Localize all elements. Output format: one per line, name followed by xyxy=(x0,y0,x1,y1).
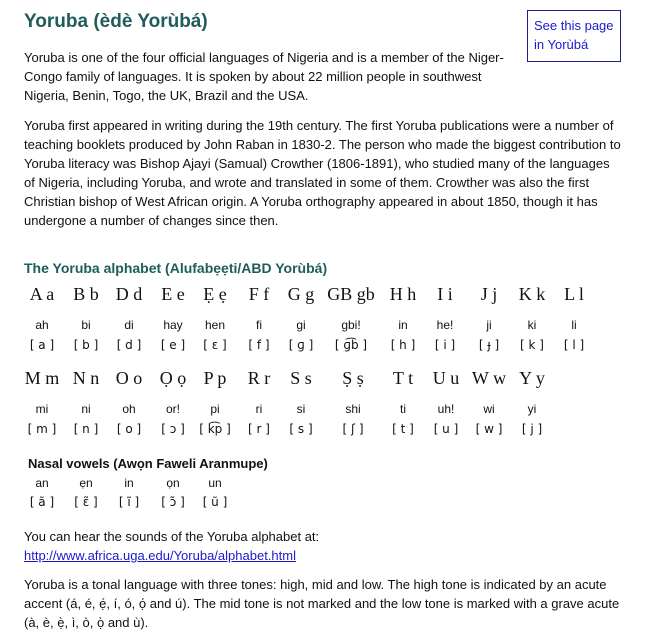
letter-ipa: [ ɛ̃ ] xyxy=(74,495,98,509)
letter-name: bi xyxy=(81,318,91,332)
letter-ipa: [ ũ ] xyxy=(202,495,228,509)
letter-name: gbi! xyxy=(341,318,361,332)
letter-name: in xyxy=(124,476,134,490)
letter-name: in xyxy=(398,318,408,332)
alphabet-letter: A a xyxy=(29,284,55,304)
letter-ipa: [ ɔ̃ ] xyxy=(161,495,185,509)
letter-name: ri xyxy=(255,402,263,416)
alphabet-letter: P p xyxy=(203,368,227,388)
letter-name: li xyxy=(571,318,577,332)
letter-name: ti xyxy=(400,402,406,416)
letter-ipa: [ k ] xyxy=(520,338,544,352)
letter-ipa: [ o ] xyxy=(116,422,142,436)
letter-ipa: [ k͡p ] xyxy=(199,422,231,436)
page-title: Yoruba (èdè Yorùbá) xyxy=(24,11,208,32)
alphabet-letter: W w xyxy=(471,368,507,388)
see-page-line1: See this page xyxy=(534,18,614,33)
letter-ipa: [ s ] xyxy=(289,422,313,436)
letter-ipa: [ ã ] xyxy=(29,495,55,509)
letter-ipa: [ ɟ ] xyxy=(478,338,500,352)
alphabet-letter: T t xyxy=(392,368,414,388)
alphabet-letter: D d xyxy=(115,284,143,304)
letter-name: pi xyxy=(210,402,220,416)
letter-name: hen xyxy=(204,318,226,332)
letter-ipa: [ u ] xyxy=(433,422,459,436)
alphabet-letter: K k xyxy=(518,284,546,304)
letter-ipa: [ n ] xyxy=(73,422,99,436)
alphabet-letter: M m xyxy=(24,368,60,388)
letter-name: mi xyxy=(35,402,49,416)
intro-paragraph-2: Yoruba first appeared in writing during the 19th century. The first Yoruba publications were a number of teaching booklets produced by John Raban in 1830-2. The person who made the biggest contribution to Yoruba literacy was Bishop Ajayi (Samual) Crowther (1806-1891), who studied many of the languages of Nigeria, including Yoruba, and wrote and translated in some of them. Crowther was also the first Christian bishop of West African origin. A Yoruba orthography appeared in about 1850, though it has undergone a number of changes since then. xyxy=(24,118,621,228)
letter-name: ẹn xyxy=(79,476,93,490)
alphabet-letter: S s xyxy=(290,368,312,388)
letter-name: ọn xyxy=(166,476,180,490)
alphabet-heading: The Yoruba alphabet (Alufabẹẹti/ABD Yorùbá) xyxy=(24,260,328,276)
alphabet-letter: E e xyxy=(161,284,185,304)
intro-paragraph-1: Yoruba is one of the four official languages of Nigeria and is a member of the Niger-Congo family of languages. It is spoken by about 22 million people in southwest Nigeria, Benin, Togo, the UK, Brazil and the USA. xyxy=(24,50,504,103)
alphabet-letter: N n xyxy=(72,368,100,388)
letter-ipa: [ ʃ ] xyxy=(342,422,364,436)
letter-name: uh! xyxy=(437,402,455,416)
alphabet-letter: O o xyxy=(115,368,143,388)
alphabet-letter: F f xyxy=(248,284,270,304)
letter-ipa: [ ĩ ] xyxy=(118,495,140,509)
letter-name: he! xyxy=(436,318,454,332)
letter-ipa: [ m ] xyxy=(27,422,57,436)
alphabet-letter: B b xyxy=(73,284,99,304)
tone-paragraph: Yoruba is a tonal language with three tones: high, mid and low. The high tone is indicated by an acute accent (á, é, ẹ́, í, ó, ọ́ and ú). The mid tone is not marked and the low tone is marked with a grave acute (à, è, ẹ̀, ì, ò, ọ̀ and ù). xyxy=(24,577,620,630)
letter-ipa: [ h ] xyxy=(390,338,416,352)
letter-name: ni xyxy=(81,402,91,416)
see-page-link[interactable] xyxy=(534,18,614,52)
alphabet-letter: J j xyxy=(480,284,498,304)
alphabet-sounds-link[interactable]: http://www.africa.uga.edu/Yoruba/alphabet.html xyxy=(24,548,296,563)
letter-name: ki xyxy=(527,318,537,332)
letter-ipa: [ ɔ ] xyxy=(161,422,185,436)
letter-name: fi xyxy=(256,318,262,332)
letter-name: wi xyxy=(483,402,495,416)
letter-name: or! xyxy=(165,402,180,416)
alphabet-letter: H h xyxy=(389,284,417,304)
alphabet-letter: GB gb xyxy=(327,284,375,304)
letter-ipa: [ l ] xyxy=(563,338,585,352)
letter-name: yi xyxy=(527,402,537,416)
letter-ipa: [ r ] xyxy=(248,422,270,436)
alphabet-letter: U u xyxy=(432,368,460,388)
letter-name: an xyxy=(35,476,49,490)
letter-name: ji xyxy=(486,318,492,332)
letter-ipa: [ i ] xyxy=(434,338,456,352)
alphabet-letter: Y y xyxy=(519,368,545,388)
letter-name: ah xyxy=(35,318,49,332)
nasal-vowels-heading: Nasal vowels (Awọn Faweli Aranmupe) xyxy=(28,456,268,471)
letter-name: oh xyxy=(122,402,136,416)
letter-ipa: [ w ] xyxy=(475,422,503,436)
letter-ipa: [ d ] xyxy=(116,338,142,352)
alphabet-letter: R r xyxy=(247,368,271,388)
see-page-box xyxy=(527,10,621,62)
letter-name: si xyxy=(296,402,306,416)
letter-ipa: [ ɡ͡b ] xyxy=(334,338,368,352)
letter-ipa: [ b ] xyxy=(73,338,99,352)
letter-ipa: [ t ] xyxy=(392,422,414,436)
letter-name: shi xyxy=(345,402,361,416)
alphabet-letter: Ẹ ẹ xyxy=(203,284,227,304)
letter-name: gi xyxy=(296,318,306,332)
alphabet-letter: Ọ ọ xyxy=(159,368,187,388)
letter-name: di xyxy=(124,318,134,332)
see-page-line2: in Yorùbá xyxy=(534,37,589,52)
letter-ipa: [ a ] xyxy=(29,338,55,352)
alphabet-letter: I i xyxy=(437,284,453,304)
letter-ipa: [ ɛ ] xyxy=(203,338,227,352)
letter-ipa: [ j ] xyxy=(521,422,543,436)
letter-ipa: [ e ] xyxy=(160,338,186,352)
letter-ipa: [ ɡ ] xyxy=(288,338,314,352)
sounds-text: You can hear the sounds of the Yoruba alphabet at: xyxy=(24,529,320,544)
letter-name: un xyxy=(208,476,222,490)
alphabet-letter: G g xyxy=(287,284,315,304)
alphabet-letter: Ṣ ṣ xyxy=(342,368,364,388)
letter-name: hay xyxy=(163,318,183,332)
alphabet-letter: L l xyxy=(564,284,584,304)
letter-ipa: [ f ] xyxy=(248,338,270,352)
